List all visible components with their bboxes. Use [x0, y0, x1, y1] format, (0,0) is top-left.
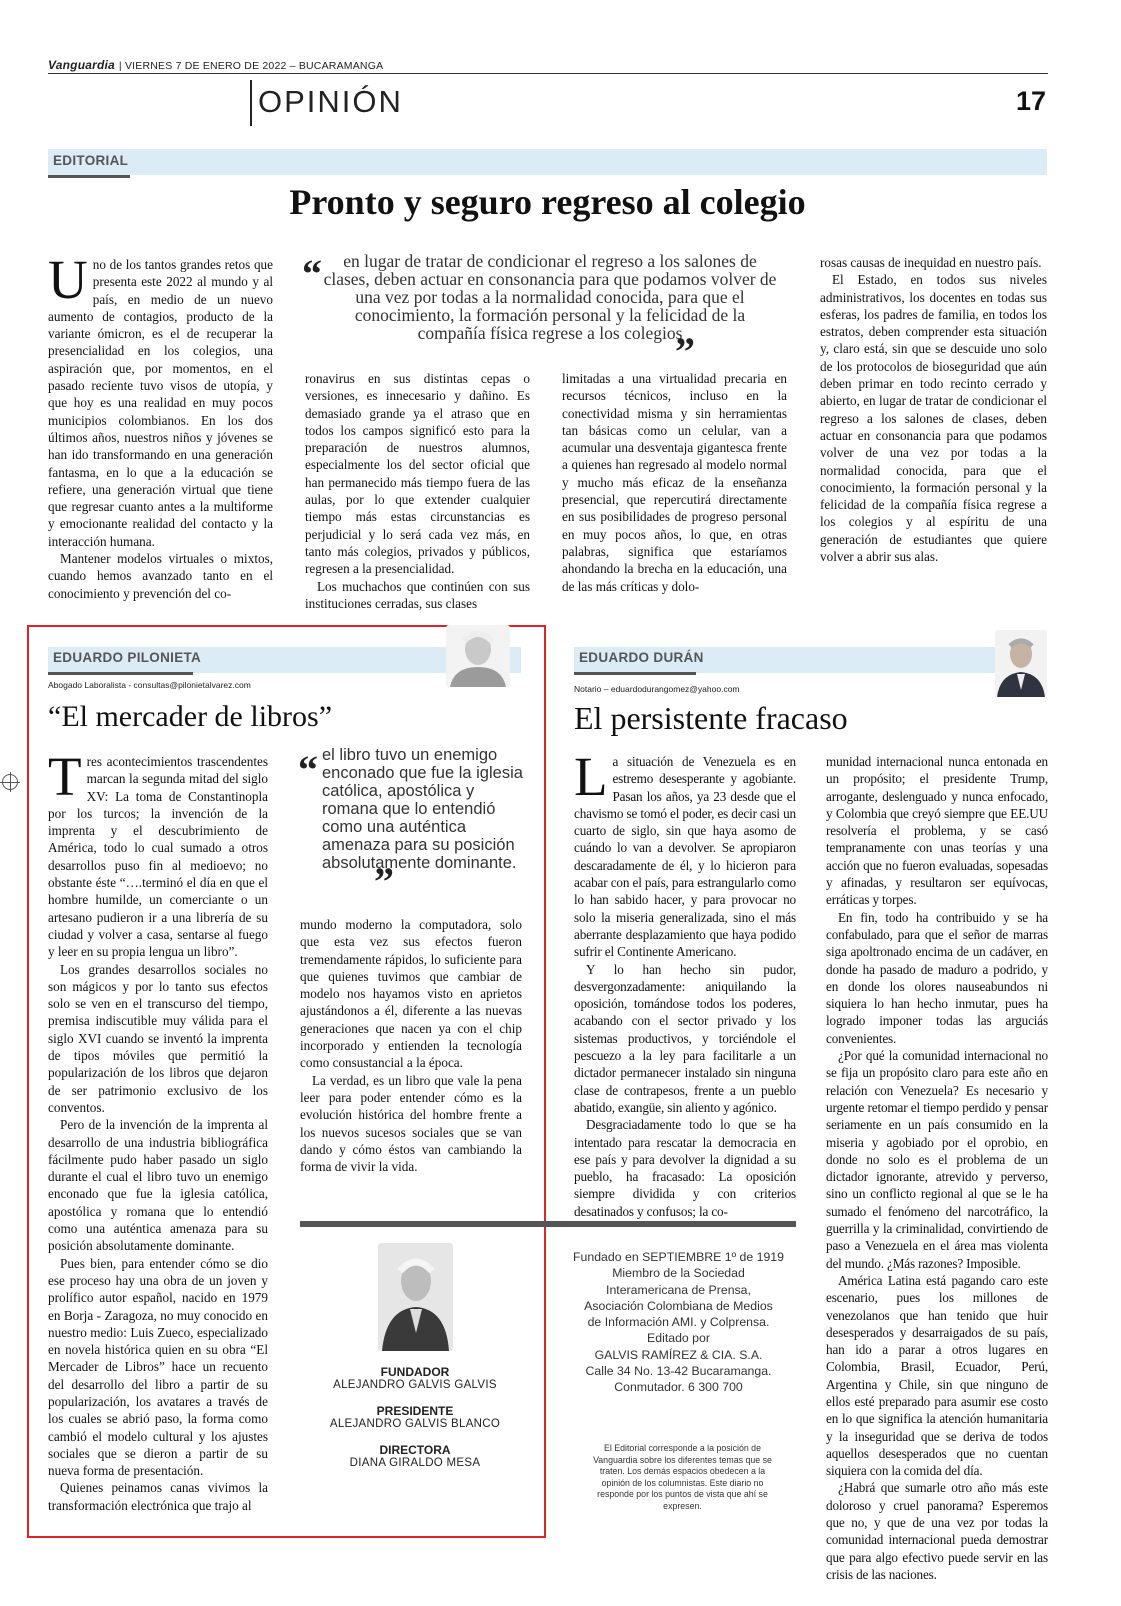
paragraph: munidad internacional nunca entonada en un propósito; el presidente Trump, arrogante, deslenguado y nunca enfocado, y Colombia que creyó siempre que EE.UU resolvería el problema, y se casó tempranamente con unas teorías y una acción que no fueron evaluadas, sopesadas y afinadas, y resultaron ser equívocas, erráticas y torpes.	[826, 754, 1048, 908]
author-byline: Abogado Laboralista - consultas@pilonietalvarez.com	[48, 680, 251, 690]
column-right-text-1	[574, 746, 796, 1220]
paragraph: no de los tantos grandes retos que presenta este 2022 al mundo y al país, en medio de un nuevo aumento de contagios, producto de la variante ómicron, es el de recuperar la presencialidad en los colegios, una aspiración que, por momentos, en el pasado reciente tuvo visos de utopía, y que hoy es una realidad en muy pocos municipios colombianos. En los dos últimos años, nuestros niños y jóvenes se han ido transformando en una generación fantasma, en lo que a la educación se refiere, una generación virtual que tiene que regresar cuanto antes a la multiforme y emocionante realidad del contacto y la interacción humana.	[48, 257, 273, 549]
paragraph: ronavirus en sus distintas cepas o versiones, es innecesario y dañino. Es demasiado grande ya el atraso que en todos los campos significó esto para la preparación de nuestros alumnos, especialmente los del sector oficial que han permanecido más tiempo fuera de las aulas, por lo que extender cualquier tiempo más estas circunstancias es perjudicial y lo será cada vez más, en tanto más colegios, privados y públicos, regresen a la presencialidad.	[305, 371, 530, 577]
paragraph: ¿Habrá que sumarle otro año más este doloroso y cruel panorama? Esperemos que no, y que de una vez por todas la comunidad internacional pueda demostrar que para algo efectivo puede servir en las crisis de las naciones.	[826, 1480, 1048, 1582]
page-header	[48, 58, 383, 72]
disclaimer: El Editorial corresponde a la posición de Vanguardia sobre los diferentes temas que se traten. Los demás espacios obedecen a la opinión de los columnistas. Este diario no responde por los puntos de vista que ahí se expresen.	[593, 1443, 772, 1511]
info-line: Fundado en SEPTIEMBRE 1º de 1919	[573, 1250, 784, 1264]
editorial-column-4	[820, 254, 1047, 565]
paragraph: Quienes peinamos canas vivimos la transformación electrónica que trajo al	[48, 1480, 268, 1513]
paragraph: mundo moderno la computadora, solo que esta vez sus efectos fueron tremendamente rápidos, lo suficiente para que quienes tuvimos que cambiar de modelo nos hayamos visto en aprietos ajustándonos a él, diferente a las nuevas generaciones que nacen ya con el chip incorporado y entienden la tecnología como consustancial a la época.	[300, 917, 522, 1071]
masthead-info	[566, 1249, 791, 1396]
kicker-underline	[574, 672, 696, 675]
pull-quote-text: en lugar de tratar de condicionar el regreso a los salones de clases, deben actuar en consonancia para que podamos volver de una vez por todas a la normalidad conocida, para que el conocimiento, la formación personal y la felicidad de la compañía física regrese a los colegios	[323, 251, 777, 343]
column-left-text-2	[300, 916, 522, 1175]
paragraph: Los muchachos que continúen con sus instituciones cerradas, sus clases	[305, 578, 530, 611]
info-line: Conmutador. 6 300 700	[614, 1380, 743, 1395]
paragraph: En fin, todo ha contribuido y se ha confabulado, para que el señor de marras siga apoltronado encima de un cadáver, en donde ha pasado de maduro a podrido, y en donde los olores nauseabundos ni siquiera lo han hecho inmutar, pues ha logrado imponer todas las arguciás convenientes.	[826, 909, 1048, 1046]
director-title: DIRECTORA	[379, 1443, 451, 1457]
author-photo	[446, 625, 510, 687]
editorial-bar	[48, 149, 1047, 175]
masthead-rule	[300, 1221, 796, 1227]
paragraph: res acontecimientos trascendentes marcan la segunda mitad del siglo XV: La toma de Constantinopla por los turcos; la invención de la imprenta y el descubrimiento de América, todo lo cual sumado a otros desarrollos puso fin al medioevo; no obstante éste “….terminó el día en que el hombre humilde, un comerciante o un artesano pudieron ir a una librería de su ciudad y volver a casa, sentarse al fuego y leer en su propia lengua un libro”.	[48, 754, 268, 960]
editorial-column-1	[48, 249, 273, 602]
page-number: 17	[1015, 86, 1046, 116]
author-photo	[995, 630, 1047, 697]
paragraph: La verdad, es un libro que vale la pena leer para poder entender cómo es la evolución histórica del hombre frente a los nuevos sucesos sociales que se van dando y cómo éstos van cambiando la forma de vivir la vida.	[300, 1072, 522, 1175]
founder-photo	[378, 1243, 453, 1351]
drop-cap: U	[48, 249, 88, 310]
paragraph: rosas causas de inequidad en nuestro país.	[820, 255, 1042, 270]
pull-quote-text: el libro tuvo un enemigo enconado que fue la iglesia católica, apostólica y romana que lo entendió como una auténtica amenaza para su posición absolutamente dominante.	[322, 746, 523, 872]
column-headline: “El mercader de libros”	[48, 700, 333, 733]
director-name: DIANA GIRALDO MESA	[349, 1457, 481, 1469]
editorial-pull-quote	[300, 251, 790, 374]
paragraph: Pero de la invención de la imprenta al desarrollo de una industria bibliográfica fácilmente pudo haber pasado un siglo durante el cual el libro tuvo un enemigo enconado que fue la iglesia católica, apostólica y romana que lo entendió como una auténtica amenaza para su posición absolutamente dominante.	[48, 1117, 268, 1254]
author-name: EDUARDO PILONIETA	[53, 650, 202, 665]
kicker-underline	[48, 175, 130, 178]
editorial-column-2	[305, 370, 530, 612]
paragraph: Pues bien, para entender cómo se dio ese proceso hay una obra de un joven y prolífico autor español, nacido en 1979 en Borja - Zaragoza, no muy conocido en nuestro medio: Luis Zueco, especializado en novela histórica quien en su obra “El Mercader de Libros” hace un recuento del desarrollo del libro a partir de su popularización, los avatares a través de los cuales se abrió paso, la forma como cambió el modelo cultural y los ajustes sociales que se dieron a partir de su nueva forma de presentación.	[48, 1255, 268, 1479]
president-name: ALEJANDRO GALVIS BLANCO	[329, 1418, 501, 1430]
editorial-kicker: EDITORIAL	[53, 153, 129, 168]
paragraph: América Latina está pagando caro este escenario, pues los millones de venezolanos que han tenido que huir desesperados y desarraigados de su país, han ido a parar a otros lugares en Colombia, Brasil, Ecuador, Perú, Argentina y Chile, sin que ninguno de ellos esté preparado para asumir ese costo en lo que significa la atención humanitaria y la inseguridad que se deriva de todos aquellos desesperados que no cuentan siquiera con la comida del día.	[826, 1272, 1048, 1479]
founder-title: FUNDADOR	[380, 1365, 450, 1379]
section-title: OPINIÓN	[258, 84, 403, 119]
column-headline: El persistente fracaso	[574, 700, 848, 736]
author-name: EDUARDO DURÁN	[579, 650, 704, 665]
info-line: Editado por	[647, 1331, 710, 1346]
info-line: Interamericana de Prensa,	[606, 1282, 751, 1297]
brand-logo: Vanguardia	[48, 58, 115, 72]
registration-mark-icon	[2, 774, 18, 790]
info-line: GALVIS RAMÍREZ & CIA. S.A.	[594, 1347, 763, 1362]
paragraph: El Estado, en todos sus niveles administrativos, los docentes en todas sus esferas, los padres de familia, en todos los estratos, deben comprender esta situación y, claro está, sin que se descuide uno solo de los protocolos de bioseguridad que aún deben primar en todo recinto cerrado y abierto, en lugar de tratar de condicionar el regreso a los salones de clases, deben actuar en consonancia para que podamos volver de una vez por todas a la normalidad conocida, para que el conocimiento, la formación personal y la felicidad de la compañía física regrese a los colegios y al espíritu de una generación de estudiantes que quiere volver a abrir sus alas.	[820, 272, 1048, 565]
author-byline: Notario – eduardoduran​gomez@yahoo.com	[574, 684, 740, 694]
drop-cap: L	[574, 746, 608, 807]
close-quote-icon: ”	[374, 859, 394, 904]
paragraph: Y lo han hecho sin pudor, desvergonzadamente: aniquilando la oposición, tomándose todos los poderes, acabando con el sector privado y los sistemas productivos, y torciéndole el pescuezo a la ley para facilitarle a un dictador permanecer instalado sin ninguna clase de contrapesos, frente a un pueblo abatido, exangüe, sin aliento y agónico.	[574, 961, 796, 1115]
dateline: | VIERNES 7 DE ENERO DE 2022 – BUCARAMANGA	[118, 60, 384, 72]
president-title: PRESIDENTE	[376, 1404, 454, 1418]
founder-name: ALEJANDRO GALVIS GALVIS	[333, 1379, 497, 1391]
column-pull-quote	[298, 746, 523, 904]
masthead-staff	[320, 1352, 510, 1469]
kicker-underline	[48, 672, 193, 675]
paragraph: ¿Por qué la comunidad internacional no se fija un propósito claro para este año en relación con Venezuela? Es necesario y urgente retomar el tiempo perdido y pensar seriamente en un país consumido en la miseria y agobiado por el oprobio, en donde no solo es el problema de un dictador ignorante, atrevido y perverso, sino un conflicto regional al que se le ha sumado el fenómeno del narcotráfico, la guerrilla y la criminalidad, convirtiendo de paso a Venezuela en el área mas violenta del mundo. ¿Más razones? Imposible.	[826, 1048, 1048, 1271]
info-line: Miembro de la Sociedad	[612, 1266, 745, 1281]
open-quote-icon: “	[302, 251, 322, 296]
open-quote-icon: “	[298, 747, 318, 792]
paragraph: Mantener modelos virtuales o mixtos, cuando hemos avanzado tanto en el conocimiento y prevención del co-	[48, 551, 273, 601]
info-line: de Información AMI. y Colprensa.	[587, 1315, 770, 1330]
paragraph: limitadas a una virtualidad precaria en recursos técnicos, incluso en la conectividad misma y sin herramientas tan básicas como un celular, van a acumular una desventaja gigantesca frente a quienes han regresado al modelo normal y mucho más eficaz de la enseñanza presencial, que repercutirá directamente en sus posibilidades de progreso personal en muy pocos años, lo que, en otras palabras, significa que estaríamos ahondando la brecha en la educación, una de las más críticas y dolo-	[562, 371, 787, 594]
paragraph: Los grandes desarrollos sociales no son mágicos y por lo tanto sus efectos solo se ven en el transcurso del tiempo, premisa indiscutible muy válida para el siglo XVI cuando se inventó la imprenta de tipos móviles que permitió la popularización de los libros que dejaron de ser patrimonio exclusivo de los conventos.	[48, 961, 268, 1115]
drop-cap: T	[48, 746, 82, 807]
section-divider	[250, 80, 252, 126]
paragraph: Desgraciadamente todo lo que se ha intentado para rescatar la democracia en ese país y para devolver la dignidad a su pueblo, ha fracasado: La oposición siempre dividida y con criterios desatinados y confusos; la co-	[574, 1117, 796, 1219]
header-rule	[48, 73, 1048, 74]
info-line: Calle 34 No. 13-42 Bucaramanga.	[585, 1364, 772, 1379]
close-quote-icon: ”	[675, 329, 695, 374]
editorial-headline: Pronto y seguro regreso al colegio	[289, 182, 806, 222]
editorial-column-3	[562, 370, 787, 595]
info-line: Asociación Colombiana de Medios	[584, 1298, 773, 1313]
column-left-text-1	[48, 746, 268, 1514]
paragraph: a situación de Venezuela es en estremo desesperante y agobiante. Pasan los años, ya 23 desde que el chavismo se tomó el poder, es decir casi un cuarto de siglo, sin que haya asomo de cuándo lo van a devolver. Se apropiaron descaradamente de él, y lo hicieron para acabar con el país, para estrangularlo como lo han sabido hacer, y para provocar no solo la miseria generalizada, sino el más aberrante desplazamiento que haya podido sufrir el Continente Americano.	[574, 754, 796, 960]
column-right-text-2	[826, 753, 1048, 1583]
